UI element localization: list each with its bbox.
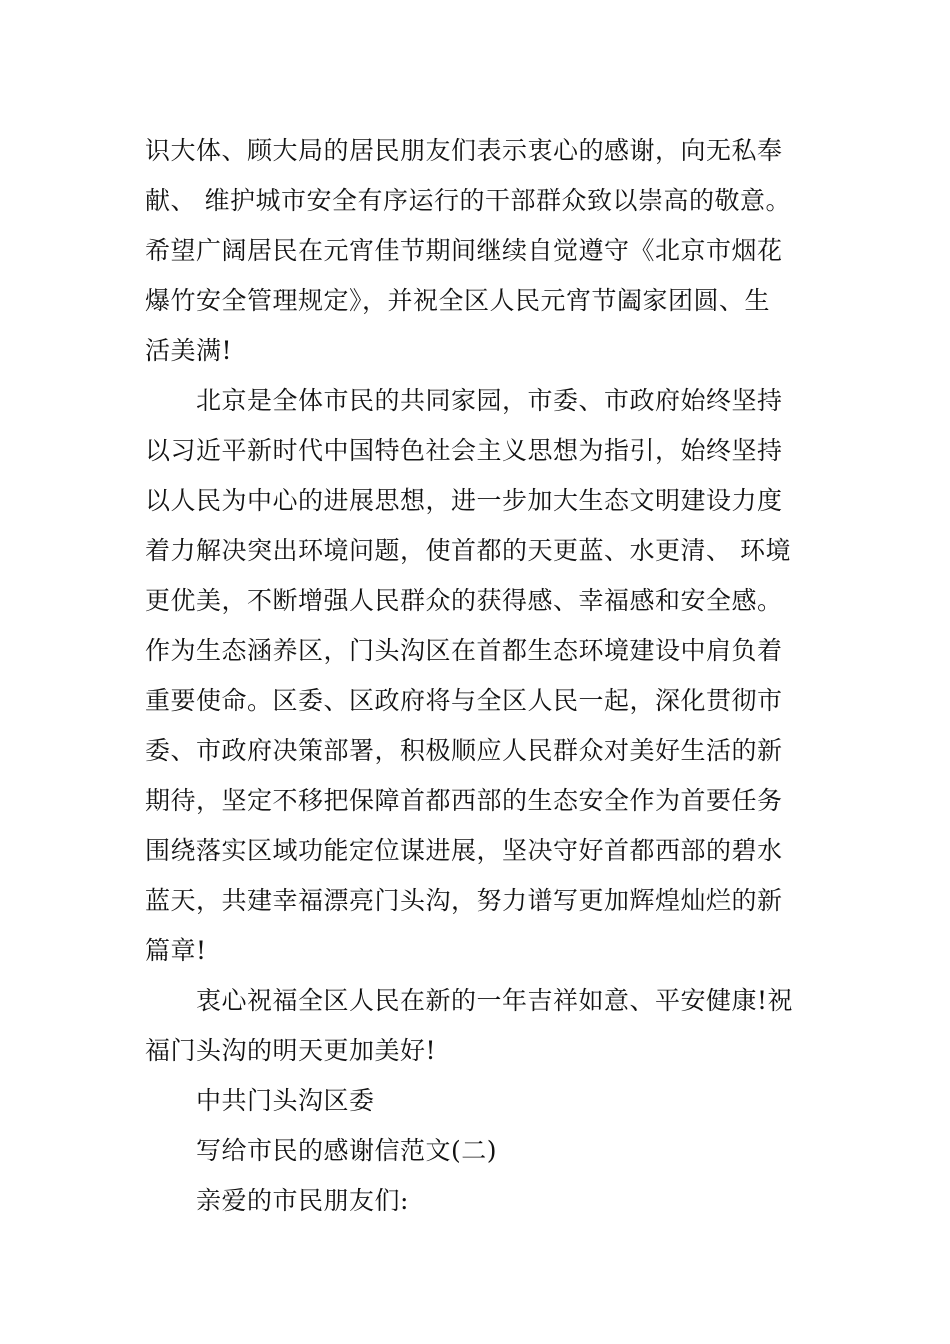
text-line: 重要使命。区委、区政府将与全区人民一起，深化贯彻市 [145,686,783,715]
text-line: 着力解决突出环境问题，使首都的天更蓝、水更清、 环境 [145,536,791,565]
paragraph-start-line: 北京是全体市民的共同家园，市委、市政府始终坚持 [196,386,783,415]
text-line: 更优美，不断增强人民群众的获得感、幸福感和安全感。 [145,586,783,615]
text-line: 蓝天，共建幸福漂亮门头沟，努力谱写更加辉煌灿烂的新 [145,886,783,915]
section-title: 写给市民的感谢信范文(二) [196,1136,498,1165]
signature-line: 中共门头沟区委 [196,1086,375,1115]
text-line: 篇章! [145,936,207,965]
paragraph-start-line: 衷心祝福全区人民在新的一年吉祥如意、平安健康!祝 [196,986,794,1015]
text-line: 献、 维护城市安全有序运行的干部群众致以崇高的敬意。 [145,186,791,215]
text-line: 以人民为中心的进展思想，进一步加大生态文明建设力度 [145,486,783,515]
salutation: 亲爱的市民朋友们: [196,1186,409,1215]
text-line: 福门头沟的明天更加美好! [145,1036,437,1065]
text-line: 活美满! [145,336,233,365]
text-line: 期待，坚定不移把保障首都西部的生态安全作为首要任务 [145,786,783,815]
text-line: 以习近平新时代中国特色社会主义思想为指引，始终坚持 [145,436,783,465]
text-line: 爆竹安全管理规定》，并祝全区人民元宵节阖家团圆、生 [145,286,771,315]
text-line: 作为生态涵养区，门头沟区在首都生态环境建设中肩负着 [145,636,783,665]
text-line: 识大体、顾大局的居民朋友们表示衷心的感谢，向无私奉 [145,136,783,165]
text-line: 希望广阔居民在元宵佳节期间继续自觉遵守《北京市烟花 [145,236,783,265]
text-line: 委、市政府决策部署，积极顺应人民群众对美好生活的新 [145,736,783,765]
text-line: 围绕落实区域功能定位谋进展，坚决守好首都西部的碧水 [145,836,783,865]
